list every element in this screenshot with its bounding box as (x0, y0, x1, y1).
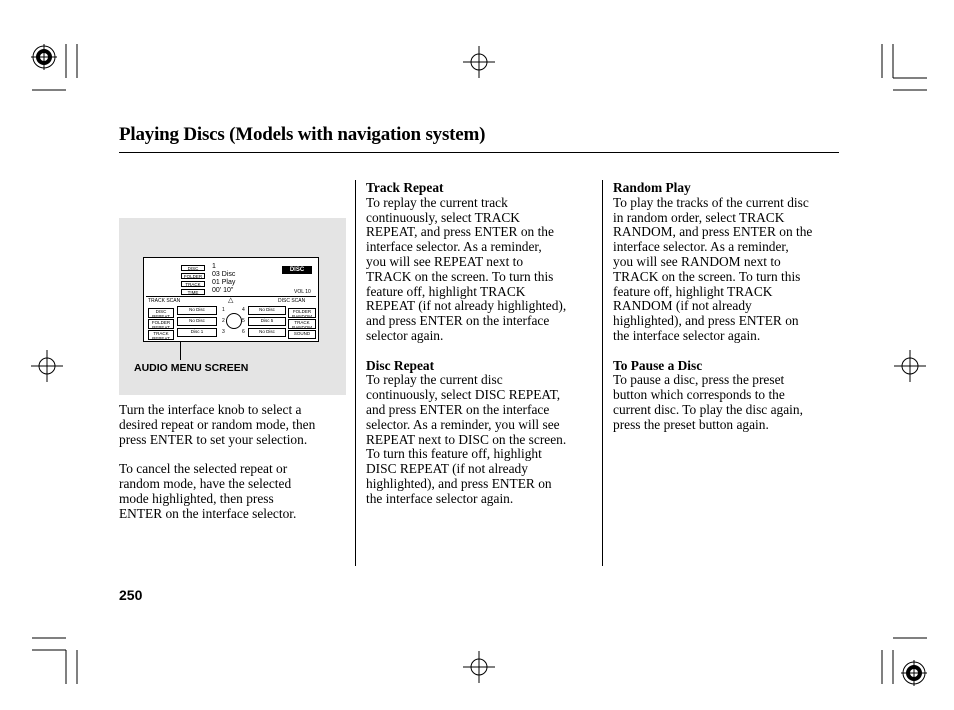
slot-number-5: 5 (242, 318, 245, 324)
folder-value: 03 Disc (212, 271, 236, 278)
text-line: TRACK on the screen. To turn this (366, 268, 554, 284)
callout-line (180, 342, 181, 360)
text-line: interface selector. As a reminder, (613, 239, 789, 255)
title-rule (119, 152, 839, 153)
random-play-heading: Random Play (613, 180, 691, 195)
text-line: current disc. To play the disc again, (613, 401, 803, 417)
disc-slot-4: No Disc (248, 306, 286, 315)
page-title: Playing Discs (Models with navigation system) (119, 124, 486, 145)
text-line: you will see RANDOM next to (613, 253, 781, 269)
text-line: selector again. (366, 327, 444, 343)
disc-label: DISC (181, 265, 205, 271)
disc-slot-1: No Disc (177, 306, 217, 315)
text-line: To pause a disc, press the preset (613, 372, 785, 388)
pause-heading: To Pause a Disc (613, 357, 703, 373)
text-line: REPEAT (if not already highlighted), (366, 298, 567, 314)
column-divider-2 (602, 180, 603, 566)
text-line: random mode, have the selected (119, 475, 292, 491)
slot-number-6: 6 (242, 329, 245, 335)
text-line: TRACK on the screen. To turn this (613, 268, 801, 284)
folder-repeat-button: FOLDER REPEAT (148, 319, 174, 329)
volume-readout: VOL 10 (294, 289, 311, 295)
disc-slot-2: No Disc (177, 317, 217, 326)
text-line: feature off, highlight TRACK (613, 283, 773, 299)
text-line: REPEAT next to DISC on the screen. (366, 431, 567, 447)
disc-slot-3: Disc 1 (177, 328, 217, 337)
track-repeat-button: TRACK REPEAT (148, 330, 174, 340)
text-line: you will see REPEAT next to (366, 253, 524, 269)
figure-caption: AUDIO MENU SCREEN (134, 362, 249, 374)
middle-column (366, 181, 598, 507)
text-line: press the preset button again. (613, 416, 769, 432)
text-line: and press ENTER on the interface (366, 401, 550, 417)
text-line: the interface selector again. (613, 327, 761, 343)
track-value: 01 Play (212, 279, 236, 286)
text-line: DISC REPEAT (if not already (366, 461, 528, 477)
slot-number-2: 2 (222, 318, 225, 324)
text-line: To turn this feature off, highlight (366, 446, 542, 462)
warning-triangle-icon: △ (228, 296, 234, 304)
text-line: continuously, select TRACK (366, 209, 520, 225)
selector-knob-icon (226, 313, 242, 329)
text-line: Turn the interface knob to select a (119, 402, 302, 417)
right-column (613, 181, 843, 433)
text-line: continuously, select DISC REPEAT, (366, 387, 561, 403)
text-line: interface selector. As a reminder, (366, 239, 542, 255)
slot-number-4: 4 (242, 307, 245, 313)
slot-number-1: 1 (222, 307, 225, 313)
text-line: and press ENTER on the interface (366, 313, 550, 329)
time-value: 00' 10" (212, 287, 234, 294)
left-column (119, 403, 351, 521)
disc-repeat-heading: Disc Repeat (366, 357, 435, 373)
disc-mode-badge: DISC (282, 266, 312, 274)
text-line: To play the tracks of the current disc (613, 194, 809, 210)
track-label: TRACK (181, 281, 205, 287)
text-line: To replay the current track (366, 194, 508, 210)
time-label: TIME (181, 289, 205, 295)
text-line: To cancel the selected repeat or (119, 461, 288, 477)
disc-slot-6: No Disc (248, 328, 286, 337)
text-line: highlighted), and press ENTER on (366, 475, 552, 491)
audio-menu-screen-illustration (143, 257, 319, 342)
folder-label: FOLDER (181, 273, 205, 279)
text-line: RANDOM, and press ENTER on the (613, 224, 813, 240)
text-line: mode highlighted, then press (119, 490, 274, 506)
folder-random-button: FOLDER RANDOM (288, 308, 316, 318)
text-line: the interface selector again. (366, 490, 514, 506)
text-line: in random order, select TRACK (613, 209, 785, 225)
text-line: press ENTER to set your selection. (119, 431, 308, 447)
page-number: 250 (119, 587, 143, 603)
disc-value: 1 (212, 263, 216, 270)
disc-scan-label: DISC SCAN (278, 298, 306, 304)
disc-repeat-button: DISC REPEAT (148, 308, 174, 318)
text-line: selector. As a reminder, you will see (366, 416, 560, 432)
text-line: ENTER on the interface selector. (119, 505, 297, 521)
sound-button: SOUND (288, 330, 316, 339)
text-line: feature off, highlight TRACK (366, 283, 526, 299)
track-random-button: TRACK RANDOM (288, 319, 316, 329)
column-divider-1 (355, 180, 356, 566)
text-line: REPEAT, and press ENTER on the (366, 224, 554, 240)
text-line: RANDOM (if not already (613, 298, 752, 314)
slot-number-3: 3 (222, 329, 225, 335)
track-repeat-heading: Track Repeat (366, 180, 444, 195)
text-line: highlighted), and press ENTER on (613, 313, 799, 329)
track-scan-label: TRACK SCAN (148, 298, 181, 304)
text-line: button which corresponds to the (613, 387, 785, 403)
text-line: desired repeat or random mode, then (119, 416, 316, 432)
text-line: To replay the current disc (366, 372, 503, 388)
disc-slot-5: Disc 5 (248, 317, 286, 326)
